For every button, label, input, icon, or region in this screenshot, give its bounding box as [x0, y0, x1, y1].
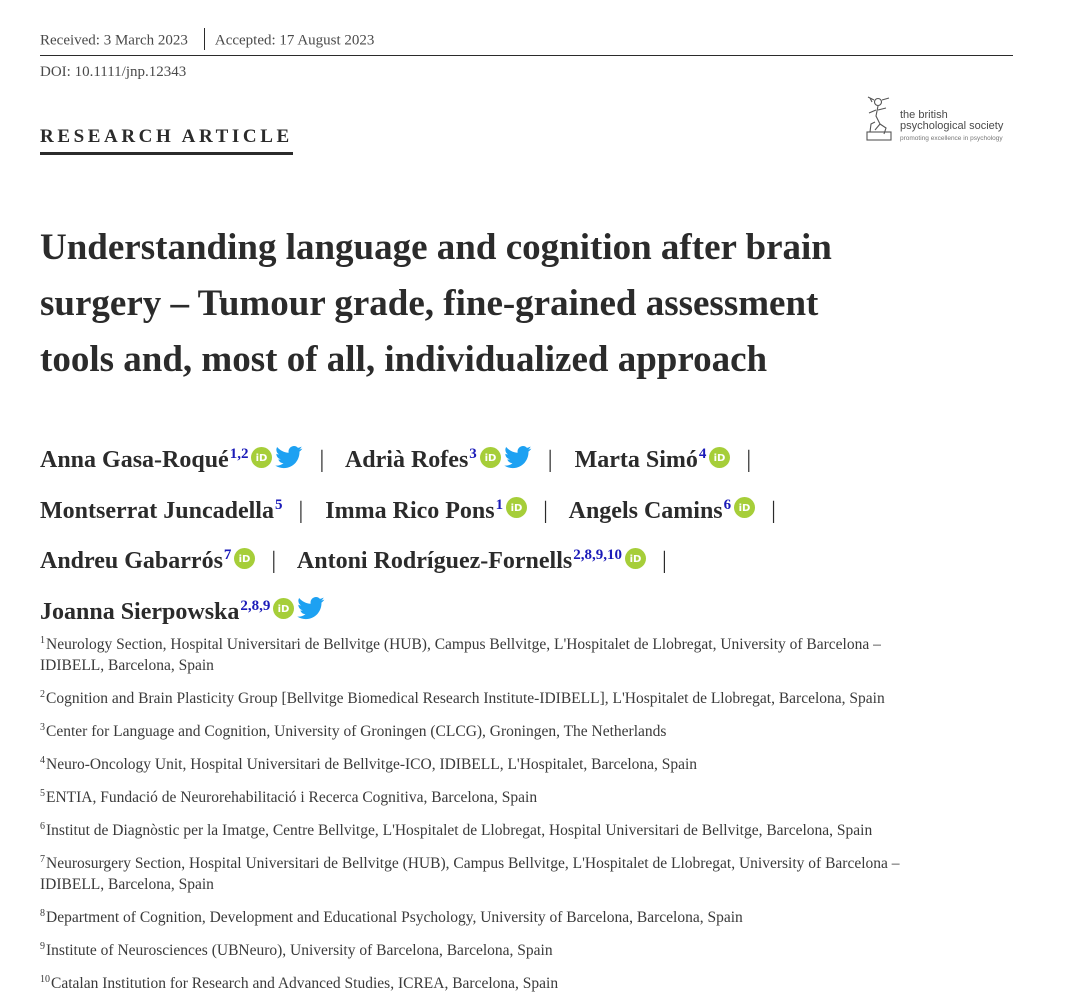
svg-text:iD: iD — [256, 453, 268, 465]
author — [40, 599, 325, 625]
article-type: RESEARCH ARTICLE — [40, 126, 293, 155]
svg-text:iD: iD — [277, 604, 290, 616]
orcid-icon[interactable] — [709, 447, 730, 468]
bps-name: the british psychological society — [900, 109, 1004, 132]
author-name: Imma Rico Pons — [325, 497, 495, 524]
affiliation-number: 1 — [40, 635, 45, 646]
author-separator: | — [298, 497, 304, 524]
author-name: Montserrat Juncadella — [40, 497, 274, 524]
affiliation — [40, 684, 1020, 709]
affiliation-number: 6 — [40, 821, 45, 832]
affiliation-text: Catalan Institution for Research and Advanced Studies, ICREA, Barcelona, Spain — [51, 975, 559, 992]
affiliation-number: 4 — [40, 755, 45, 766]
affiliations-list — [40, 630, 1020, 1002]
affiliation — [40, 750, 1020, 775]
author — [40, 447, 340, 473]
affiliation-number: 2 — [40, 689, 45, 700]
author-affiliation-ref[interactable]: 4 — [698, 446, 707, 462]
affiliation-text: Neurosurgery Section, Hospital Universitari de Bellvitge (HUB), Campus Bellvitge, L'Hospitalet de Llobregat, University of Barcelona – — [46, 855, 900, 872]
author-affiliation-ref[interactable]: 5 — [274, 496, 283, 513]
author-affiliation-ref[interactable]: 7 — [223, 547, 232, 563]
affiliation-number: 9 — [40, 941, 45, 952]
affiliation-number: 7 — [40, 854, 45, 865]
publication-dates — [40, 30, 1013, 52]
author-separator: | — [543, 497, 548, 524]
affiliation-text: IDIBELL, Barcelona, Spain — [40, 876, 214, 893]
author-list — [40, 432, 1040, 634]
author-affiliation-ref[interactable]: 2,8,9,10 — [573, 547, 622, 563]
author-affiliation-ref[interactable]: 3 — [469, 446, 477, 462]
received-date: Received: 3 March 2023 — [40, 32, 188, 49]
bps-tagline: promoting excellence in psychology — [900, 135, 1003, 142]
author-separator: | — [661, 548, 667, 574]
svg-text:iD: iD — [714, 453, 726, 465]
orcid-icon[interactable] — [251, 447, 272, 468]
author-affiliation-ref[interactable]: 1 — [495, 496, 504, 513]
twitter-bird-icon[interactable] — [275, 446, 303, 469]
author-name: Marta Simó — [574, 447, 698, 473]
affiliation — [40, 816, 1020, 841]
affiliation — [40, 783, 1020, 808]
publisher-logo — [862, 96, 1022, 144]
affiliation-text: ENTIA, Fundació de Neurorehabilitació i Recerca Cognitiva, Barcelona, Spain — [46, 789, 538, 806]
affiliation — [40, 849, 1020, 895]
svg-text:iD: iD — [484, 453, 497, 465]
author — [40, 498, 319, 524]
orcid-icon[interactable] — [734, 497, 755, 518]
author-affiliation-ref[interactable]: 2,8,9 — [240, 597, 271, 614]
author-name: Antoni Rodríguez-Fornells — [296, 548, 573, 574]
bps-logo-icon — [862, 96, 896, 142]
affiliation-number: 5 — [40, 788, 45, 799]
header-rule — [40, 55, 1013, 56]
affiliation — [40, 717, 1020, 742]
author — [575, 447, 768, 473]
affiliation-text: Neurology Section, Hospital Universitari de Bellvitge (HUB), Campus Bellvitge, L'Hospitalet de Llobregat, University of Barcelona – — [46, 636, 881, 653]
title-line: surgery – Tumour grade, fine-grained assessment — [40, 283, 819, 324]
affiliation-number: 10 — [40, 974, 50, 985]
author-separator: | — [547, 447, 553, 473]
date-separator — [204, 28, 205, 50]
author — [569, 498, 792, 524]
author-separator: | — [746, 447, 752, 473]
affiliation — [40, 903, 1020, 928]
affiliation — [40, 630, 1020, 676]
affiliation-text: Institut de Diagnòstic per la Imatge, Centre Bellvitge, L'Hospitalet de Llobregat, Hospital Universitari de Bellvitge, Barcelona, Spain — [46, 822, 873, 839]
title-line: tools and, most of all, individualized approach — [40, 339, 768, 380]
orcid-icon[interactable] — [273, 598, 294, 619]
twitter-bird-icon[interactable] — [297, 597, 325, 620]
svg-text:iD: iD — [738, 503, 751, 515]
author — [325, 498, 564, 524]
author — [345, 447, 569, 473]
affiliation — [40, 936, 1020, 961]
author-name: Adrià Rofes — [344, 447, 469, 473]
author-separator: | — [319, 447, 325, 473]
twitter-bird-icon[interactable] — [504, 446, 532, 469]
affiliation-text: Neuro-Oncology Unit, Hospital Universitari de Bellvitge-ICO, IDIBELL, L'Hospitalet, Barcelona, Spain — [46, 756, 698, 773]
title-line: Understanding language and cognition after brain — [40, 227, 832, 268]
author — [297, 548, 683, 574]
affiliation-text: Department of Cognition, Development and Educational Psychology, University of Barcelona, Barcelona, Spain — [46, 909, 743, 926]
doi[interactable]: DOI: 10.1111/jnp.12343 — [40, 64, 187, 80]
affiliation-text: IDIBELL, Barcelona, Spain — [40, 657, 214, 674]
affiliation-text: Cognition and Brain Plasticity Group [Bellvitge Biomedical Research Institute-IDIBELL], L'Hospitalet de Llobregat, Barcelona, Spain — [46, 690, 885, 707]
author-separator: | — [771, 497, 776, 524]
accepted-date: Accepted: 17 August 2023 — [214, 32, 375, 49]
author-name: Joanna Sierpowska — [40, 598, 240, 625]
affiliation-number: 3 — [40, 722, 45, 733]
author — [40, 548, 292, 574]
bps-wordmark — [900, 110, 1003, 144]
svg-text:iD: iD — [510, 503, 523, 515]
author-name: Anna Gasa-Roqué — [40, 447, 229, 473]
orcid-icon[interactable] — [625, 548, 646, 569]
author-affiliation-ref[interactable]: 6 — [723, 496, 732, 513]
affiliation-text: Center for Language and Cognition, University of Groningen (CLCG), Groningen, The Netherlands — [46, 723, 667, 740]
author-name: Angels Camins — [568, 497, 723, 524]
svg-text:iD: iD — [239, 554, 251, 566]
affiliation-text: Institute of Neurosciences (UBNeuro), University of Barcelona, Barcelona, Spain — [46, 942, 553, 959]
orcid-icon[interactable] — [506, 497, 527, 518]
author-separator: | — [271, 548, 277, 574]
affiliation-number: 8 — [40, 908, 45, 919]
author-name: Andreu Gabarrós — [40, 548, 223, 574]
author-affiliation-ref[interactable]: 1,2 — [229, 446, 249, 462]
orcid-icon[interactable] — [234, 548, 255, 569]
orcid-icon[interactable] — [480, 447, 501, 468]
article-title — [40, 220, 1030, 388]
svg-text:iD: iD — [629, 554, 642, 566]
